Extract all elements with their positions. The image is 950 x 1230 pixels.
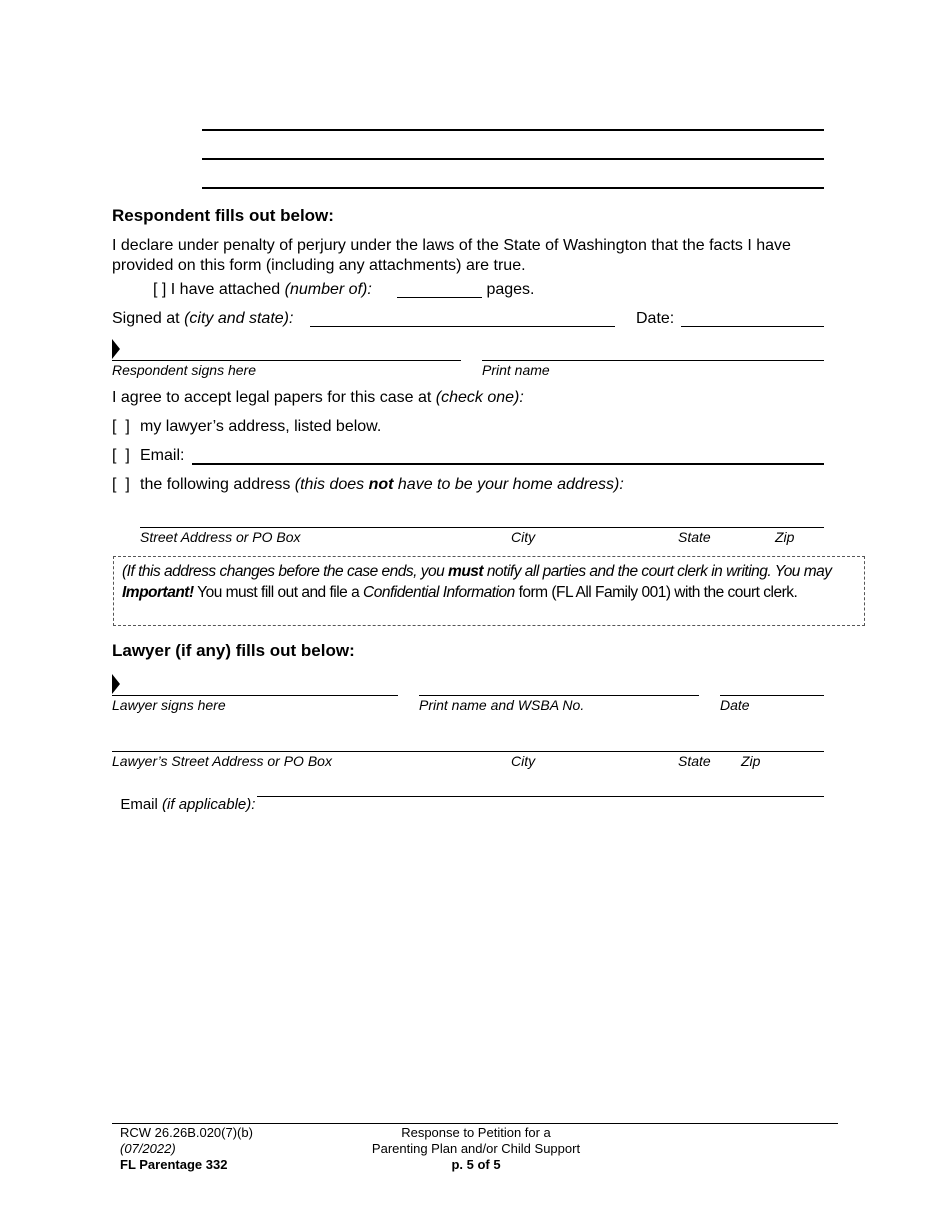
respondent-print-name-field[interactable] — [482, 360, 824, 361]
option-address-label: the following address (this does not have to be your home address): — [140, 476, 624, 493]
footer-page: p. 5 of 5 — [451, 1157, 501, 1172]
blank-line-1[interactable] — [202, 129, 824, 131]
attached-pages-suffix: pages. — [482, 281, 535, 298]
attached-checkbox-label[interactable]: [ ] I have attached — [153, 281, 285, 298]
footer-left — [120, 1125, 253, 1173]
lawyer-email-label: Email (if applicable): — [120, 796, 256, 813]
lawyer-print-name-field[interactable] — [419, 695, 699, 696]
sign-here-arrow-icon — [112, 339, 120, 359]
service-address-field[interactable] — [140, 527, 824, 528]
addr-street-caption: Street Address or PO Box — [140, 529, 301, 545]
lawyer-sign-caption: Lawyer signs here — [112, 697, 226, 713]
lawyer-address-field[interactable] — [112, 751, 824, 752]
lawyer-print-caption: Print name and WSBA No. — [419, 697, 585, 713]
respondent-sign-caption: Respondent signs here — [112, 362, 256, 378]
option-lawyer-address-label: my lawyer’s address, listed below. — [140, 418, 382, 435]
lawyer-city-caption: City — [511, 753, 536, 769]
checkbox-following-address[interactable]: [ ] — [112, 476, 130, 493]
address-change-notice: (If this address changes before the case ends, you must notify all parties and the court clerk in writing. You may Important! You must fill out and file a Confidential Information form (FL All Family 001) with the court clerk. — [113, 556, 865, 626]
respondent-print-caption: Print name — [482, 362, 550, 378]
lawyer-heading: Lawyer (if any) fills out below: — [112, 641, 355, 660]
footer-rule — [112, 1123, 838, 1124]
blank-line-2[interactable] — [202, 158, 824, 160]
attached-number-of: (number of): — [284, 281, 372, 298]
footer-form: FL Parentage 332 — [120, 1157, 228, 1172]
addr-zip-caption: Zip — [775, 529, 795, 545]
checkbox-email[interactable]: [ ] — [112, 447, 130, 464]
footer-title-2: Parenting Plan and/or Child Support — [371, 1141, 581, 1156]
signed-at-label: Signed at (city and state): — [112, 310, 294, 327]
lawyer-sign-here-arrow-icon — [112, 674, 120, 694]
addr-state-caption: State — [678, 529, 711, 545]
footer-center — [326, 1125, 626, 1173]
footer-date: (07/2022) — [120, 1141, 176, 1156]
lawyer-date-field[interactable] — [720, 695, 824, 696]
service-email-field[interactable] — [192, 463, 824, 465]
respondent-signature-field[interactable] — [112, 360, 461, 361]
date-field[interactable] — [681, 326, 824, 327]
lawyer-state-caption: State — [678, 753, 711, 769]
checkbox-lawyer-address[interactable]: [ ] — [112, 418, 130, 435]
attached-pages-field[interactable] — [397, 297, 482, 298]
date-label: Date: — [636, 310, 675, 327]
footer-title-1: Response to Petition for a — [401, 1125, 551, 1140]
lawyer-street-caption: Lawyer’s Street Address or PO Box — [112, 753, 332, 769]
lawyer-date-caption: Date — [720, 697, 750, 713]
attached-pages-line — [153, 281, 372, 299]
signed-at-field[interactable] — [310, 326, 615, 327]
agree-text: I agree to accept legal papers for this case at (check one): — [112, 389, 524, 406]
footer-rcw: RCW 26.26B.020(7)(b) — [120, 1125, 253, 1140]
addr-city-caption: City — [511, 529, 536, 545]
lawyer-signature-field[interactable] — [112, 695, 398, 696]
lawyer-zip-caption: Zip — [741, 753, 761, 769]
blank-line-3[interactable] — [202, 187, 824, 189]
declaration-text: I declare under penalty of perjury under the laws of the State of Washington that the facts I have provided on this form (including any attachments) are true. — [112, 237, 791, 274]
option-email-label: Email: — [140, 447, 185, 464]
lawyer-email-field[interactable] — [257, 796, 824, 797]
respondent-heading: Respondent fills out below: — [112, 206, 334, 225]
